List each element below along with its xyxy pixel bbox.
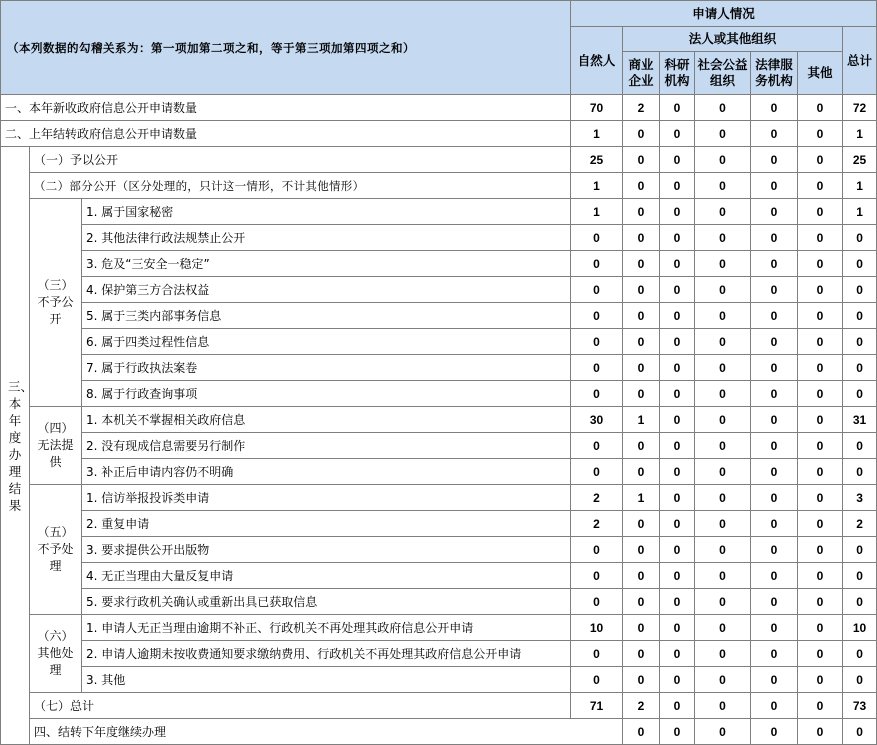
cell-other: 0 bbox=[798, 667, 843, 693]
table-row bbox=[1, 693, 877, 719]
cell-total: 72 bbox=[843, 95, 877, 121]
cell-other: 0 bbox=[798, 563, 843, 589]
cell-commercial: 0 bbox=[623, 433, 660, 459]
cell-research: 0 bbox=[660, 459, 695, 485]
table-row bbox=[1, 173, 877, 199]
cell-research: 0 bbox=[660, 589, 695, 615]
cell-legal-service: 0 bbox=[751, 537, 798, 563]
table-row bbox=[1, 381, 877, 407]
cell-research: 0 bbox=[660, 173, 695, 199]
cell-research: 0 bbox=[660, 355, 695, 381]
cell-social: 0 bbox=[695, 381, 751, 407]
cell-total: 0 bbox=[843, 277, 877, 303]
row-label: 5. 要求行政机关确认或重新出具已获取信息 bbox=[82, 589, 571, 615]
cell-natural: 1 bbox=[571, 173, 623, 199]
cell-total: 0 bbox=[843, 433, 877, 459]
cell-total: 2 bbox=[843, 511, 877, 537]
cell-other: 0 bbox=[798, 641, 843, 667]
row-label: 3. 危及“三安全一稳定” bbox=[82, 251, 571, 277]
cell-natural: 0 bbox=[571, 329, 623, 355]
table-row bbox=[1, 537, 877, 563]
cell-total: 0 bbox=[843, 641, 877, 667]
cell-legal-service: 0 bbox=[751, 173, 798, 199]
cell-natural: 0 bbox=[623, 719, 660, 745]
cell-total: 0 bbox=[843, 667, 877, 693]
cell-social: 0 bbox=[695, 251, 751, 277]
cell-research: 0 bbox=[660, 199, 695, 225]
header-social: 社会公益组织 bbox=[695, 52, 751, 95]
cell-natural: 0 bbox=[571, 563, 623, 589]
cell-research: 0 bbox=[660, 641, 695, 667]
cell-other: 0 bbox=[843, 719, 877, 745]
row-label: 2. 重复申请 bbox=[82, 511, 571, 537]
cell-commercial: 0 bbox=[623, 147, 660, 173]
cell-legal-service: 0 bbox=[751, 329, 798, 355]
cell-natural: 0 bbox=[571, 381, 623, 407]
cell-total: 73 bbox=[843, 693, 877, 719]
cell-other: 0 bbox=[798, 381, 843, 407]
row-label: 2. 没有现成信息需要另行制作 bbox=[82, 433, 571, 459]
group-5-text: （五）不予处理 bbox=[37, 525, 74, 573]
header-row-1 bbox=[1, 1, 877, 27]
cell-research: 0 bbox=[695, 719, 751, 745]
cell-legal-service: 0 bbox=[751, 459, 798, 485]
cell-other: 0 bbox=[798, 433, 843, 459]
cell-commercial: 0 bbox=[623, 251, 660, 277]
cell-social: 0 bbox=[751, 719, 798, 745]
cell-social: 0 bbox=[695, 329, 751, 355]
cell-research: 0 bbox=[660, 121, 695, 147]
cell-research: 0 bbox=[660, 381, 695, 407]
table-row bbox=[1, 485, 877, 511]
cell-research: 0 bbox=[660, 615, 695, 641]
cell-natural: 0 bbox=[571, 537, 623, 563]
table-row bbox=[1, 303, 877, 329]
cell-commercial: 0 bbox=[623, 615, 660, 641]
cell-natural: 0 bbox=[571, 251, 623, 277]
cell-legal-service: 0 bbox=[751, 563, 798, 589]
cell-other: 0 bbox=[798, 485, 843, 511]
cell-total: 0 bbox=[843, 251, 877, 277]
header-applicant: 申请人情况 bbox=[571, 1, 877, 27]
cell-other: 0 bbox=[798, 537, 843, 563]
cell-total: 31 bbox=[843, 407, 877, 433]
cell-other: 0 bbox=[798, 511, 843, 537]
table-row bbox=[1, 511, 877, 537]
cell-research: 0 bbox=[660, 537, 695, 563]
cell-natural: 71 bbox=[571, 693, 623, 719]
cell-total: 1 bbox=[843, 199, 877, 225]
cell-legal-service: 0 bbox=[751, 121, 798, 147]
cell-other: 0 bbox=[798, 693, 843, 719]
group-6-text: （六）其他处理 bbox=[37, 629, 74, 677]
cell-legal-service: 0 bbox=[751, 667, 798, 693]
cell-commercial: 2 bbox=[623, 693, 660, 719]
cell-legal-service: 0 bbox=[751, 511, 798, 537]
cell-social: 0 bbox=[695, 121, 751, 147]
cell-social: 0 bbox=[695, 589, 751, 615]
group-6-label bbox=[30, 615, 82, 693]
header-total: 总计 bbox=[843, 27, 877, 95]
cell-social: 0 bbox=[695, 277, 751, 303]
cell-legal-service: 0 bbox=[751, 95, 798, 121]
cell-legal-service: 0 bbox=[751, 693, 798, 719]
row-label: 1. 信访举报投诉类申请 bbox=[82, 485, 571, 511]
cell-commercial: 0 bbox=[623, 303, 660, 329]
cell-other: 0 bbox=[798, 121, 843, 147]
row-label: 4. 无正当理由大量反复申请 bbox=[82, 563, 571, 589]
table-row bbox=[1, 355, 877, 381]
cell-commercial: 0 bbox=[660, 719, 695, 745]
group-3-text: （三）不予公开 bbox=[37, 278, 74, 326]
cell-natural: 2 bbox=[571, 511, 623, 537]
cell-research: 0 bbox=[660, 485, 695, 511]
header-legal-org: 法人或其他组织 bbox=[623, 27, 843, 52]
header-other: 其他 bbox=[798, 52, 843, 95]
cell-other: 0 bbox=[798, 277, 843, 303]
table-row bbox=[1, 225, 877, 251]
cell-social: 0 bbox=[695, 485, 751, 511]
cell-social: 0 bbox=[695, 355, 751, 381]
table-row bbox=[1, 719, 877, 745]
table-row bbox=[1, 459, 877, 485]
cell-commercial: 0 bbox=[623, 667, 660, 693]
cell-social: 0 bbox=[695, 459, 751, 485]
cell-commercial: 0 bbox=[623, 173, 660, 199]
cell-natural: 1 bbox=[571, 199, 623, 225]
cell-social: 0 bbox=[695, 303, 751, 329]
table-row bbox=[1, 641, 877, 667]
table-row bbox=[1, 121, 877, 147]
cell-social: 0 bbox=[695, 95, 751, 121]
cell-other: 0 bbox=[798, 615, 843, 641]
cell-research: 0 bbox=[660, 251, 695, 277]
table-row bbox=[1, 251, 877, 277]
cell-natural: 0 bbox=[571, 667, 623, 693]
cell-other: 0 bbox=[798, 199, 843, 225]
table-row bbox=[1, 147, 877, 173]
cell-natural: 0 bbox=[571, 355, 623, 381]
cell-total: 0 bbox=[843, 459, 877, 485]
cell-legal-service: 0 bbox=[751, 355, 798, 381]
row-label: 1. 申请人无正当理由逾期不补正、行政机关不再处理其政府信息公开申请 bbox=[82, 615, 571, 641]
header-legal-service: 法律服务机构 bbox=[751, 52, 798, 95]
cell-other: 0 bbox=[798, 329, 843, 355]
cell-other: 0 bbox=[798, 355, 843, 381]
cell-total: 0 bbox=[843, 563, 877, 589]
cell-research: 0 bbox=[660, 667, 695, 693]
row-label: 1. 本机关不掌握相关政府信息 bbox=[82, 407, 571, 433]
cell-commercial: 0 bbox=[623, 589, 660, 615]
row-label: 一、本年新收政府信息公开申请数量 bbox=[1, 95, 571, 121]
cell-natural: 0 bbox=[571, 459, 623, 485]
row-label: 2. 申请人逾期未按收费通知要求缴纳费用、行政机关不再处理其政府信息公开申请 bbox=[82, 641, 571, 667]
header-research: 科研机构 bbox=[660, 52, 695, 95]
row-label: 2. 其他法律行政法规禁止公开 bbox=[82, 225, 571, 251]
row-label: 3. 其他 bbox=[82, 667, 571, 693]
group-5-label bbox=[30, 485, 82, 615]
cell-total: 1 bbox=[843, 121, 877, 147]
header-note: （本列数据的勾稽关系为：第一项加第二项之和，等于第三项加第四项之和） bbox=[1, 1, 571, 95]
cell-commercial: 2 bbox=[623, 95, 660, 121]
cell-commercial: 0 bbox=[623, 277, 660, 303]
cell-commercial: 0 bbox=[623, 225, 660, 251]
cell-legal-service: 0 bbox=[751, 381, 798, 407]
cell-legal-service: 0 bbox=[798, 719, 843, 745]
cell-legal-service: 0 bbox=[751, 199, 798, 225]
cell-legal-service: 0 bbox=[751, 589, 798, 615]
cell-total: 0 bbox=[843, 381, 877, 407]
cell-other: 0 bbox=[798, 303, 843, 329]
cell-natural: 0 bbox=[571, 641, 623, 667]
cell-research: 0 bbox=[660, 433, 695, 459]
cell-research: 0 bbox=[660, 147, 695, 173]
group-4-label bbox=[30, 407, 82, 485]
cell-legal-service: 0 bbox=[751, 277, 798, 303]
cell-social: 0 bbox=[695, 173, 751, 199]
cell-legal-service: 0 bbox=[751, 433, 798, 459]
row-label: 1. 属于国家秘密 bbox=[82, 199, 571, 225]
cell-natural: 10 bbox=[571, 615, 623, 641]
table-row bbox=[1, 407, 877, 433]
cell-other: 0 bbox=[798, 173, 843, 199]
table-row bbox=[1, 433, 877, 459]
cell-natural: 0 bbox=[571, 277, 623, 303]
cell-commercial: 0 bbox=[623, 641, 660, 667]
cell-total: 1 bbox=[843, 173, 877, 199]
section-3-label bbox=[1, 147, 34, 745]
cell-research: 0 bbox=[660, 693, 695, 719]
cell-legal-service: 0 bbox=[751, 641, 798, 667]
row-label: 8. 属于行政查询事项 bbox=[82, 381, 571, 407]
table-row bbox=[1, 563, 877, 589]
row-label: 3. 补正后申请内容仍不明确 bbox=[82, 459, 571, 485]
cell-natural: 0 bbox=[571, 225, 623, 251]
cell-research: 0 bbox=[660, 329, 695, 355]
row-label: 6. 属于四类过程性信息 bbox=[82, 329, 571, 355]
cell-social: 0 bbox=[695, 407, 751, 433]
cell-other: 0 bbox=[798, 225, 843, 251]
cell-commercial: 0 bbox=[623, 537, 660, 563]
cell-social: 0 bbox=[695, 199, 751, 225]
table-row bbox=[1, 329, 877, 355]
cell-commercial: 0 bbox=[623, 459, 660, 485]
row-label: 3. 要求提供公开出版物 bbox=[82, 537, 571, 563]
cell-social: 0 bbox=[695, 225, 751, 251]
cell-natural: 30 bbox=[571, 407, 623, 433]
row-label: （二）部分公开（区分处理的，只计这一情形，不计其他情形） bbox=[30, 173, 571, 199]
cell-social: 0 bbox=[695, 147, 751, 173]
cell-other: 0 bbox=[798, 407, 843, 433]
table-row bbox=[1, 199, 877, 225]
cell-research: 0 bbox=[660, 511, 695, 537]
table-row bbox=[1, 667, 877, 693]
cell-other: 0 bbox=[798, 95, 843, 121]
group-4-text: （四）无法提供 bbox=[37, 421, 74, 469]
row-label: 二、上年结转政府信息公开申请数量 bbox=[1, 121, 571, 147]
cell-social: 0 bbox=[695, 615, 751, 641]
section-3-text: 三、本年度办理结果 bbox=[8, 378, 34, 513]
cell-research: 0 bbox=[660, 225, 695, 251]
row-label: 4. 保护第三方合法权益 bbox=[82, 277, 571, 303]
cell-total: 0 bbox=[843, 303, 877, 329]
cell-legal-service: 0 bbox=[751, 303, 798, 329]
cell-commercial: 1 bbox=[623, 407, 660, 433]
cell-research: 0 bbox=[660, 95, 695, 121]
cell-research: 0 bbox=[660, 563, 695, 589]
header-natural-person: 自然人 bbox=[571, 27, 623, 95]
cell-total: 0 bbox=[843, 329, 877, 355]
cell-total: 0 bbox=[843, 355, 877, 381]
cell-legal-service: 0 bbox=[751, 615, 798, 641]
row-label: （七）总计 bbox=[30, 693, 571, 719]
cell-commercial: 0 bbox=[623, 511, 660, 537]
header-commercial: 商业企业 bbox=[623, 52, 660, 95]
cell-other: 0 bbox=[798, 459, 843, 485]
cell-social: 0 bbox=[695, 511, 751, 537]
cell-total: 0 bbox=[843, 589, 877, 615]
row-label: 7. 属于行政执法案卷 bbox=[82, 355, 571, 381]
table-row bbox=[1, 95, 877, 121]
cell-legal-service: 0 bbox=[751, 485, 798, 511]
cell-total: 25 bbox=[843, 147, 877, 173]
cell-legal-service: 0 bbox=[751, 147, 798, 173]
cell-commercial: 0 bbox=[623, 329, 660, 355]
cell-legal-service: 0 bbox=[751, 407, 798, 433]
cell-research: 0 bbox=[660, 407, 695, 433]
cell-research: 0 bbox=[660, 303, 695, 329]
cell-total: 0 bbox=[843, 537, 877, 563]
cell-social: 0 bbox=[695, 433, 751, 459]
cell-natural: 25 bbox=[571, 147, 623, 173]
cell-commercial: 0 bbox=[623, 355, 660, 381]
cell-natural: 0 bbox=[571, 303, 623, 329]
cell-total: 0 bbox=[843, 225, 877, 251]
row-label: 四、结转下年度继续办理 bbox=[30, 719, 623, 745]
cell-natural: 0 bbox=[571, 589, 623, 615]
table-row bbox=[1, 615, 877, 641]
cell-legal-service: 0 bbox=[751, 251, 798, 277]
cell-commercial: 0 bbox=[623, 121, 660, 147]
cell-natural: 0 bbox=[571, 433, 623, 459]
table-row bbox=[1, 589, 877, 615]
cell-social: 0 bbox=[695, 537, 751, 563]
cell-social: 0 bbox=[695, 693, 751, 719]
row-label: （一）予以公开 bbox=[30, 147, 571, 173]
cell-other: 0 bbox=[798, 147, 843, 173]
cell-total: 3 bbox=[843, 485, 877, 511]
cell-social: 0 bbox=[695, 667, 751, 693]
cell-social: 0 bbox=[695, 641, 751, 667]
cell-research: 0 bbox=[660, 277, 695, 303]
cell-commercial: 0 bbox=[623, 381, 660, 407]
cell-commercial: 1 bbox=[623, 485, 660, 511]
cell-other: 0 bbox=[798, 251, 843, 277]
cell-natural: 2 bbox=[571, 485, 623, 511]
cell-legal-service: 0 bbox=[751, 225, 798, 251]
table-row bbox=[1, 277, 877, 303]
cell-natural: 1 bbox=[571, 121, 623, 147]
cell-commercial: 0 bbox=[623, 563, 660, 589]
cell-total: 10 bbox=[843, 615, 877, 641]
row-label: 5. 属于三类内部事务信息 bbox=[82, 303, 571, 329]
cell-other: 0 bbox=[798, 589, 843, 615]
cell-natural: 70 bbox=[571, 95, 623, 121]
group-3-label bbox=[30, 199, 82, 407]
cell-commercial: 0 bbox=[623, 199, 660, 225]
cell-social: 0 bbox=[695, 563, 751, 589]
